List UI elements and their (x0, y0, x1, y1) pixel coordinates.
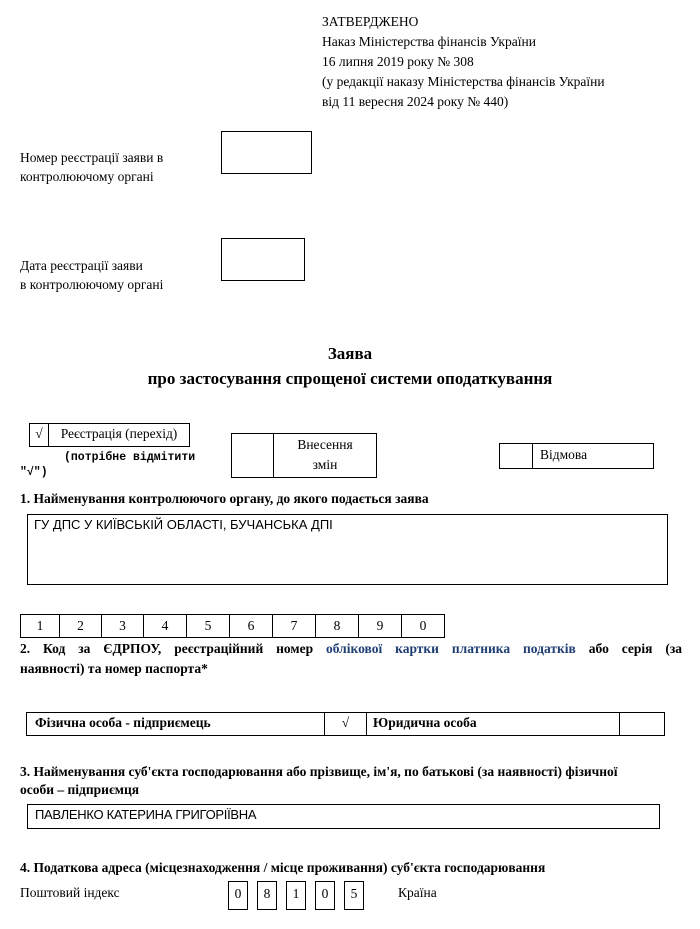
section2-title-b: облікової картки платника податків (326, 641, 576, 656)
postal-digit-cell[interactable]: 1 (286, 881, 306, 910)
individual-entrepreneur-label: Фізична особа - підприємець (27, 713, 325, 735)
document-title: Заява (327, 344, 373, 363)
digit-cell[interactable]: 8 (316, 615, 359, 637)
postal-digit-cell[interactable]: 0 (228, 881, 248, 910)
section2-title-c: або серія (за (588, 641, 682, 656)
digit-cell[interactable]: 6 (230, 615, 273, 637)
digit-cell[interactable]: 7 (273, 615, 316, 637)
approval-line-4: (у редакції наказу Міністерства фінансів України (322, 74, 605, 89)
digit-cell[interactable]: 9 (359, 615, 402, 637)
approval-line-5: від 11 вересня 2024 року № 440) (322, 94, 509, 109)
section2-title-line2: наявності) та номер паспорта* (20, 661, 208, 676)
registration-option[interactable] (29, 423, 190, 447)
entity-name-field[interactable] (27, 804, 660, 829)
postal-digit-cell[interactable]: 5 (344, 881, 364, 910)
digit-cell[interactable]: 1 (21, 615, 60, 637)
person-type-row (26, 712, 665, 736)
individual-entrepreneur-checkbox[interactable]: √ (325, 713, 367, 735)
selection-hint-2: "√") (20, 466, 48, 479)
digit-cell[interactable]: 5 (187, 615, 230, 637)
section2-title-a: 2. Код за ЄДРПОУ, реєстраційний номер (20, 641, 314, 656)
reg-date-label-1: Дата реєстрації заяви (20, 258, 143, 273)
country-label: Країна (398, 885, 437, 900)
registration-label: Реєстрація (перехід) (60, 426, 178, 441)
reg-number-label-1: Номер реєстрації заяви в (20, 150, 164, 165)
section4-title: 4. Податкова адреса (місцезнаходження / місце проживання) суб'єкта господарювання (20, 860, 546, 875)
changes-checkbox[interactable] (232, 434, 274, 477)
tax-authority-field[interactable] (27, 514, 668, 585)
section3-title-2: особи – підприємця (20, 782, 140, 797)
refusal-checkbox[interactable] (500, 444, 533, 468)
digit-cell[interactable]: 3 (102, 615, 144, 637)
reg-number-field[interactable] (221, 131, 312, 174)
section1-title: 1. Найменування контролюючого органу, до якого подається заява (20, 491, 429, 506)
edrpou-code-field[interactable] (20, 614, 445, 638)
postal-code-label: Поштовий індекс (20, 885, 120, 900)
selection-hint-1: (потрібне відмітити (64, 451, 196, 464)
refusal-option[interactable] (499, 443, 654, 469)
approval-line-1: ЗАТВЕРДЖЕНО (322, 14, 419, 29)
registration-checkbox[interactable]: √ (30, 424, 49, 446)
changes-label-1: Внесення (297, 437, 353, 452)
postal-digit-cell[interactable]: 0 (315, 881, 335, 910)
digit-cell[interactable]: 0 (419, 618, 427, 633)
digit-cell[interactable]: 2 (60, 615, 102, 637)
refusal-label: Відмова (540, 447, 588, 462)
postal-digit-cell[interactable]: 8 (257, 881, 277, 910)
changes-option[interactable] (231, 433, 377, 478)
legal-entity-checkbox[interactable] (620, 713, 664, 735)
tax-authority-value: ГУ ДПС У КИЇВСЬКІЙ ОБЛАСТІ, БУЧАНСЬКА ДПІ (34, 517, 333, 532)
reg-number-label-2: контролюючому органі (20, 169, 154, 184)
approval-line-2: Наказ Міністерства фінансів України (322, 34, 536, 49)
reg-date-label-2: в контролюючому органі (20, 277, 164, 292)
changes-label-2: змін (312, 457, 338, 472)
document-subtitle: про застосування спрощеної системи оподаткування (147, 369, 553, 388)
legal-entity-label: Юридична особа (367, 713, 620, 735)
digit-cell[interactable]: 4 (144, 615, 187, 637)
reg-date-field[interactable] (221, 238, 305, 281)
approval-line-3: 16 липня 2019 року № 308 (322, 54, 474, 69)
entity-name-value: ПАВЛЕНКО КАТЕРИНА ГРИГОРІЇВНА (35, 807, 257, 822)
section3-title-1: 3. Найменування суб'єкта господарювання або прізвище, ім'я, по батькові (за наявності) фізичної (20, 764, 618, 779)
section2-title-line1 (20, 639, 682, 659)
